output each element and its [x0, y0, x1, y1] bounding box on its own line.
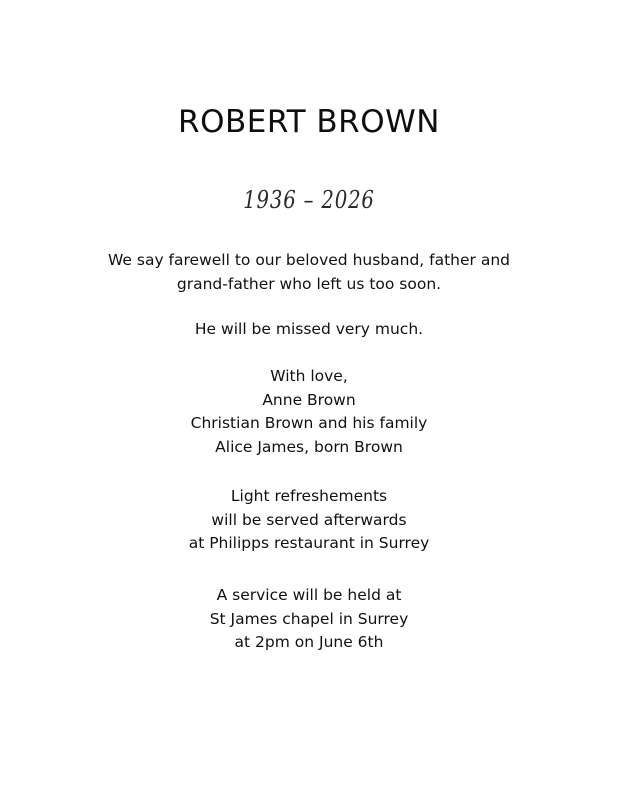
missed-line: He will be missed very much.: [194, 320, 424, 338]
refreshments-line: will be served afterwards: [211, 510, 407, 529]
refreshments-notice: [0, 485, 618, 556]
service-line: A service will be held at: [216, 586, 402, 604]
signature-opening: With love,: [270, 367, 348, 385]
farewell-message: [0, 249, 618, 296]
service-notice: [0, 584, 618, 655]
refreshments-line: at Philipps restaurant in Surrey: [188, 534, 430, 552]
farewell-line: We say farewell to our beloved husband, father and: [108, 251, 510, 269]
farewell-line: grand-father who left us too soon.: [176, 274, 442, 293]
service-line: at 2pm on June 6th: [234, 633, 384, 651]
deceased-name: ROBERT BROWN: [178, 104, 440, 140]
signature-name: Christian Brown and his family: [190, 414, 428, 432]
refreshments-line: Light refreshements: [230, 487, 388, 505]
signature-name: Alice James, born Brown: [215, 437, 403, 456]
signature-name: Anne Brown: [262, 390, 356, 409]
missed-message: [0, 318, 618, 342]
service-line: St James chapel in Surrey: [209, 609, 409, 628]
life-dates: 1936 – 2026: [243, 186, 375, 214]
signature-block: [0, 365, 618, 459]
